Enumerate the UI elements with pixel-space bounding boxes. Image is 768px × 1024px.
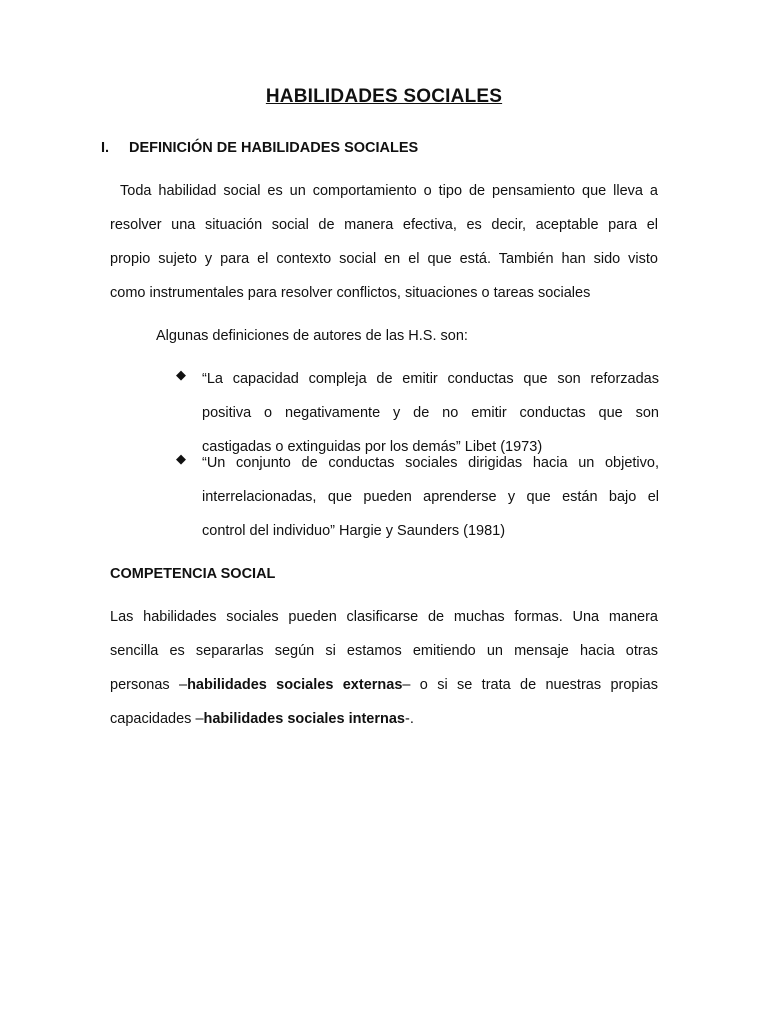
paragraph-line: Las habilidades sociales pueden clasificarse de muchas formas. Una manera [110,609,658,625]
bullet-line: “Un conjunto de conductas sociales dirigidas hacia un objetivo, [202,455,659,471]
diamond-bullet-icon: ◆ [176,367,186,382]
paragraph-line: Toda habilidad social es un comportamiento o tipo de pensamiento que lleva a [120,183,658,199]
text-run: capacidades – [110,711,204,727]
paragraph-line [110,668,658,702]
section-number: I. [101,140,110,156]
paragraph-line [110,702,658,736]
text-run: -. [405,711,414,727]
paragraph-line: propio sujeto y para el contexto social en el que está. También han sido visto [110,251,658,267]
bullet-line: interrelacionadas, que pueden aprenderse y que están bajo el [202,489,659,505]
bold-term-external: habilidades sociales externas [187,677,403,693]
paragraph-line: resolver una situación social de manera efectiva, es decir, aceptable para el [110,217,658,233]
definition-paragraph [110,174,658,310]
text-run: – o si se trata de nuestras propias [402,677,658,693]
definitions-intro: Algunas definiciones de autores de las H.S. son: [156,328,468,344]
paragraph-line: sencilla es separarlas según si estamos emitiendo un mensaje hacia otras [110,643,658,659]
competencia-paragraph [110,600,658,736]
diamond-bullet-icon: ◆ [176,451,186,466]
document-title: HABILIDADES SOCIALES [265,86,503,107]
section-heading-competencia: COMPETENCIA SOCIAL [110,566,276,582]
bold-term-internal: habilidades sociales internas [203,711,405,727]
section-heading-definition [101,140,418,156]
bullet-line: “La capacidad compleja de emitir conductas que son reforzadas [202,371,659,387]
bullet-line: positiva o negativamente y de no emitir conductas que son [202,405,659,421]
bullet-line: control del individuo” Hargie y Saunders (1981) [202,523,506,539]
paragraph-line: como instrumentales para resolver conflictos, situaciones o tareas sociales [110,285,591,301]
bullet-text [202,446,659,548]
text-run: personas – [110,677,188,693]
section-heading-text: DEFINICIÓN DE HABILIDADES SOCIALES [129,140,419,156]
bullet-line: castigadas o extinguidas por los demás” Libet (1973) [202,439,543,455]
